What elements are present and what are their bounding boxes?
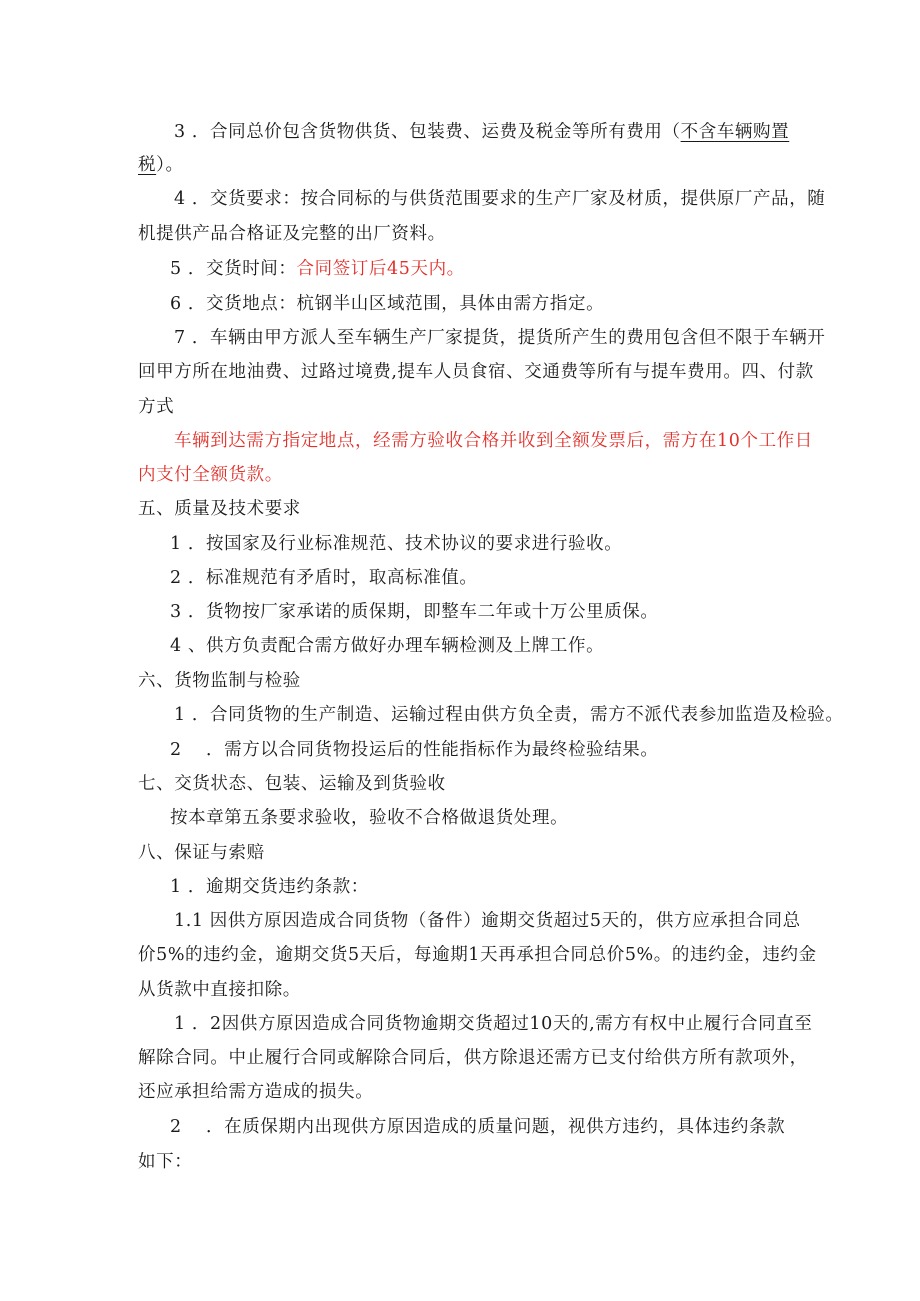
- clause-3-text: 3 ．合同总价包含货物供货、包装费、运费及税金等所有费用（: [174, 122, 681, 142]
- clause-3-end: ）。: [156, 155, 184, 175]
- quality-item-4: 4 、供方负责配合需方做好办理车辆检测及上牌工作。: [170, 636, 605, 656]
- clause-5-line: [170, 257, 465, 281]
- section-7-heading: 七、交货状态、包装、运输及到货验收: [138, 774, 446, 794]
- guarantee-1-1-line-3: 从货款中直接扣除。: [138, 980, 301, 1000]
- guarantee-item-2-line-1: 2 ．在质保期内出现供方原因造成的质量问题，视供方违约，具体违约条款: [170, 1117, 786, 1137]
- supervision-item-1: 1 ．合同货物的生产制造、运输过程由供方负全责，需方不派代表参加监造及检验。: [174, 705, 844, 725]
- clause-3-line-1: [174, 120, 789, 144]
- delivery-acceptance-text: 按本章第五条要求验收，验收不合格做退货处理。: [170, 808, 569, 828]
- section-8-heading: 八、保证与索赔: [138, 843, 265, 863]
- clause-3-underlined-text: 不含车辆购置: [680, 122, 790, 142]
- supervision-item-2: 2 ．需方以合同货物投运后的性能指标作为最终检验结果。: [170, 740, 659, 760]
- clause-7-line-2: 回甲方所在地油费、过路过境费,提车人员食宿、交通费等所有与提车费用。四、付款: [138, 362, 814, 382]
- guarantee-item-1: 1 ．逾期交货违约条款：: [170, 877, 369, 897]
- guarantee-1-1-line-1: 1.1 因供方原因造成合同货物（备件）逾期交货超过5天的，供方应承担合同总: [174, 911, 801, 931]
- section-6-heading: 六、货物监制与检验: [138, 671, 301, 691]
- quality-item-2: 2 ．标准规范有矛盾时，取高标准值。: [170, 568, 478, 588]
- quality-item-1: 1 ．按国家及行业标准规范、技术协议的要求进行验收。: [170, 534, 623, 554]
- guarantee-1-2-line-3: 还应承担给需方造成的损失。: [138, 1082, 374, 1102]
- clause-4-line-1: 4 ．交货要求：按合同标的与供货范围要求的生产厂家及材质，提供原厂产品，随: [174, 189, 826, 209]
- clause-3-underlined-tail: 税: [138, 155, 157, 175]
- clause-4-line-2: 机提供产品合格证及完整的出厂资料。: [138, 224, 446, 244]
- section-5-heading: 五、质量及技术要求: [138, 499, 301, 519]
- quality-item-3: 3 ．货物按厂家承诺的质保期，即整车二年或十万公里质保。: [170, 602, 659, 622]
- guarantee-item-2-line-2: 如下：: [138, 1152, 193, 1172]
- guarantee-1-2-line-2: 解除合同。中止履行合同或解除合同后，供方除退还需方已支付给供方所有款项外，: [138, 1048, 808, 1068]
- payment-line-2: 内支付全额货款。: [138, 465, 283, 485]
- clause-5-label: 5 ．交货时间：: [170, 259, 297, 279]
- clause-7-line-3: 方式: [138, 397, 175, 417]
- payment-line-1: 车辆到达需方指定地点，经需方验收合格并收到全额发票后，需方在10个工作日: [174, 431, 813, 451]
- clause-3-line-2: [138, 153, 184, 177]
- guarantee-1-1-line-2: 价5%的违约金，逾期交货5天后，每逾期1天再承担合同总价5%。的违约金，违约金: [138, 945, 817, 965]
- delivery-time-value: 合同签订后45天内。: [296, 259, 465, 279]
- clause-7-line-1: 7 ．车辆由甲方派人至车辆生产厂家提货，提货所产生的费用包含但不限于车辆开: [174, 328, 826, 348]
- guarantee-1-2-line-1: 1 ．2因供方原因造成合同货物逾期交货超过10天的,需方有权中止履行合同直至: [174, 1014, 813, 1034]
- clause-6-line: 6 ．交货地点：杭钢半山区域范围，具体由需方指定。: [170, 294, 605, 314]
